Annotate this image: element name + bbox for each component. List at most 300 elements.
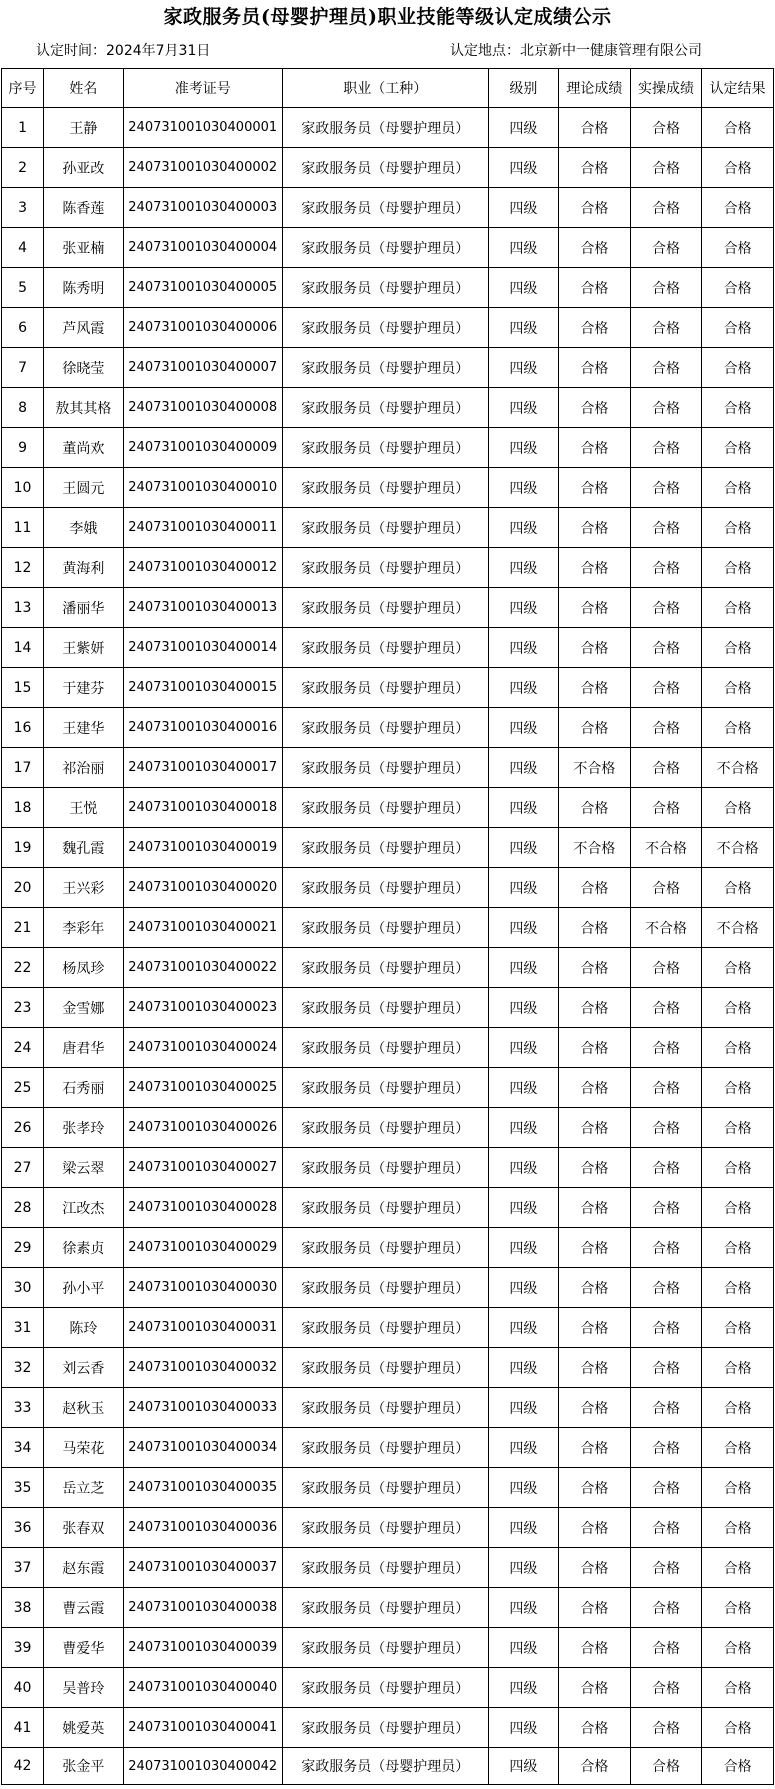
cell-index: 39 bbox=[2, 1628, 44, 1668]
cell-occupation: 家政服务员（母婴护理员） bbox=[282, 268, 488, 308]
cell-theory-score: 合格 bbox=[559, 788, 631, 828]
cell-occupation: 家政服务员（母婴护理员） bbox=[282, 1148, 488, 1188]
cell-occupation: 家政服务员（母婴护理员） bbox=[282, 1748, 488, 1785]
cell-level: 四级 bbox=[488, 908, 558, 948]
cell-practical-score: 合格 bbox=[630, 348, 702, 388]
cell-level: 四级 bbox=[488, 308, 558, 348]
cell-theory-score: 合格 bbox=[559, 1188, 631, 1228]
cell-ticket-number: 240731001030400018 bbox=[123, 788, 282, 828]
cell-index: 4 bbox=[2, 228, 44, 268]
table-row bbox=[2, 1028, 774, 1068]
header-level: 级别 bbox=[488, 69, 558, 108]
header-ticket-number: 准考证号 bbox=[123, 69, 282, 108]
cell-practical-score: 合格 bbox=[630, 1148, 702, 1188]
cell-name: 张孝玲 bbox=[44, 1108, 124, 1148]
cell-practical-score: 合格 bbox=[630, 1228, 702, 1268]
cell-index: 29 bbox=[2, 1228, 44, 1268]
cell-theory-score: 合格 bbox=[559, 948, 631, 988]
cell-result: 合格 bbox=[702, 1548, 774, 1588]
cell-index: 22 bbox=[2, 948, 44, 988]
cell-ticket-number: 240731001030400035 bbox=[123, 1468, 282, 1508]
cell-practical-score: 合格 bbox=[630, 1628, 702, 1668]
cell-practical-score: 合格 bbox=[630, 1668, 702, 1708]
table-row bbox=[2, 988, 774, 1028]
cell-index: 3 bbox=[2, 188, 44, 228]
cell-result: 合格 bbox=[702, 1348, 774, 1388]
cell-ticket-number: 240731001030400007 bbox=[123, 348, 282, 388]
cell-level: 四级 bbox=[488, 1268, 558, 1308]
cell-name: 唐君华 bbox=[44, 1028, 124, 1068]
cell-result: 合格 bbox=[702, 1068, 774, 1108]
cell-index: 23 bbox=[2, 988, 44, 1028]
cell-name: 王建华 bbox=[44, 708, 124, 748]
cell-theory-score: 合格 bbox=[559, 708, 631, 748]
cell-result: 合格 bbox=[702, 1188, 774, 1228]
cell-theory-score: 合格 bbox=[559, 1588, 631, 1628]
cell-ticket-number: 240731001030400003 bbox=[123, 188, 282, 228]
cell-ticket-number: 240731001030400039 bbox=[123, 1628, 282, 1668]
cell-ticket-number: 240731001030400006 bbox=[123, 308, 282, 348]
table-row bbox=[2, 1148, 774, 1188]
cell-theory-score: 合格 bbox=[559, 148, 631, 188]
cell-index: 7 bbox=[2, 348, 44, 388]
cell-ticket-number: 240731001030400027 bbox=[123, 1148, 282, 1188]
cell-name: 赵秋玉 bbox=[44, 1388, 124, 1428]
cell-level: 四级 bbox=[488, 148, 558, 188]
cell-occupation: 家政服务员（母婴护理员） bbox=[282, 1588, 488, 1628]
cell-theory-score: 合格 bbox=[559, 1228, 631, 1268]
cell-level: 四级 bbox=[488, 1628, 558, 1668]
cell-theory-score: 合格 bbox=[559, 1708, 631, 1748]
table-row bbox=[2, 348, 774, 388]
cell-occupation: 家政服务员（母婴护理员） bbox=[282, 388, 488, 428]
page-title: 家政服务员(母婴护理员)职业技能等级认定成绩公示 bbox=[163, 6, 612, 28]
table-row bbox=[2, 548, 774, 588]
cell-name: 张亚楠 bbox=[44, 228, 124, 268]
cell-theory-score: 合格 bbox=[559, 108, 631, 148]
table-row bbox=[2, 1308, 774, 1348]
cell-practical-score: 合格 bbox=[630, 1068, 702, 1108]
cell-level: 四级 bbox=[488, 1108, 558, 1148]
cell-name: 姚爱英 bbox=[44, 1708, 124, 1748]
cell-practical-score: 合格 bbox=[630, 188, 702, 228]
cell-result: 合格 bbox=[702, 1148, 774, 1188]
header-theory-score: 理论成绩 bbox=[559, 69, 631, 108]
cell-theory-score: 合格 bbox=[559, 508, 631, 548]
cell-occupation: 家政服务员（母婴护理员） bbox=[282, 588, 488, 628]
cell-ticket-number: 240731001030400030 bbox=[123, 1268, 282, 1308]
cell-practical-score: 合格 bbox=[630, 388, 702, 428]
cell-practical-score: 合格 bbox=[630, 1468, 702, 1508]
cell-practical-score: 合格 bbox=[630, 1508, 702, 1548]
cell-name: 张春双 bbox=[44, 1508, 124, 1548]
table-row bbox=[2, 708, 774, 748]
cell-name: 曹爱华 bbox=[44, 1628, 124, 1668]
cell-occupation: 家政服务员（母婴护理员） bbox=[282, 348, 488, 388]
table-row bbox=[2, 1668, 774, 1708]
cell-name: 祁治丽 bbox=[44, 748, 124, 788]
cell-level: 四级 bbox=[488, 948, 558, 988]
header-result: 认定结果 bbox=[702, 69, 774, 108]
cell-occupation: 家政服务员（母婴护理员） bbox=[282, 1508, 488, 1548]
table-row bbox=[2, 1428, 774, 1468]
cell-name: 魏孔霞 bbox=[44, 828, 124, 868]
cell-theory-score: 合格 bbox=[559, 908, 631, 948]
cell-name: 李娥 bbox=[44, 508, 124, 548]
cell-practical-score: 合格 bbox=[630, 108, 702, 148]
cell-name: 吴普玲 bbox=[44, 1668, 124, 1708]
cell-index: 40 bbox=[2, 1668, 44, 1708]
cell-occupation: 家政服务员（母婴护理员） bbox=[282, 1348, 488, 1388]
cell-level: 四级 bbox=[488, 1348, 558, 1388]
cell-name: 金雪娜 bbox=[44, 988, 124, 1028]
cell-theory-score: 合格 bbox=[559, 428, 631, 468]
cell-ticket-number: 240731001030400026 bbox=[123, 1108, 282, 1148]
cell-level: 四级 bbox=[488, 348, 558, 388]
table-row bbox=[2, 1068, 774, 1108]
cell-practical-score: 合格 bbox=[630, 1308, 702, 1348]
table-row bbox=[2, 268, 774, 308]
cell-occupation: 家政服务员（母婴护理员） bbox=[282, 508, 488, 548]
cell-name: 王兴彩 bbox=[44, 868, 124, 908]
cell-name: 徐晓莹 bbox=[44, 348, 124, 388]
cell-index: 11 bbox=[2, 508, 44, 548]
cell-practical-score: 合格 bbox=[630, 508, 702, 548]
cell-index: 28 bbox=[2, 1188, 44, 1228]
cell-level: 四级 bbox=[488, 1228, 558, 1268]
cell-index: 35 bbox=[2, 1468, 44, 1508]
cell-level: 四级 bbox=[488, 988, 558, 1028]
cell-theory-score: 合格 bbox=[559, 1148, 631, 1188]
table-row bbox=[2, 1588, 774, 1628]
header-index: 序号 bbox=[2, 69, 44, 108]
cell-practical-score: 合格 bbox=[630, 748, 702, 788]
cell-name: 马荣花 bbox=[44, 1428, 124, 1468]
cell-result: 合格 bbox=[702, 508, 774, 548]
cell-theory-score: 合格 bbox=[559, 1028, 631, 1068]
cell-index: 6 bbox=[2, 308, 44, 348]
cell-result: 合格 bbox=[702, 1668, 774, 1708]
cell-index: 8 bbox=[2, 388, 44, 428]
cell-index: 12 bbox=[2, 548, 44, 588]
cell-name: 张金平 bbox=[44, 1748, 124, 1785]
cell-name: 董尚欢 bbox=[44, 428, 124, 468]
cell-practical-score: 合格 bbox=[630, 628, 702, 668]
cell-level: 四级 bbox=[488, 188, 558, 228]
cell-ticket-number: 240731001030400037 bbox=[123, 1548, 282, 1588]
table-row bbox=[2, 1708, 774, 1748]
cell-level: 四级 bbox=[488, 548, 558, 588]
cell-index: 2 bbox=[2, 148, 44, 188]
cell-level: 四级 bbox=[488, 1388, 558, 1428]
cell-ticket-number: 240731001030400023 bbox=[123, 988, 282, 1028]
table-row bbox=[2, 668, 774, 708]
cell-name: 徐素贞 bbox=[44, 1228, 124, 1268]
cell-theory-score: 合格 bbox=[559, 868, 631, 908]
table-row bbox=[2, 1268, 774, 1308]
table-row bbox=[2, 1468, 774, 1508]
cell-theory-score: 合格 bbox=[559, 548, 631, 588]
cell-theory-score: 合格 bbox=[559, 268, 631, 308]
table-row bbox=[2, 788, 774, 828]
table-row bbox=[2, 508, 774, 548]
cell-occupation: 家政服务员（母婴护理员） bbox=[282, 1628, 488, 1668]
cell-result: 合格 bbox=[702, 1468, 774, 1508]
cell-level: 四级 bbox=[488, 1308, 558, 1348]
cell-result: 合格 bbox=[702, 1108, 774, 1148]
cell-index: 41 bbox=[2, 1708, 44, 1748]
table-row bbox=[2, 1188, 774, 1228]
cell-result: 合格 bbox=[702, 428, 774, 468]
cell-result: 合格 bbox=[702, 348, 774, 388]
cell-theory-score: 合格 bbox=[559, 1548, 631, 1588]
cell-occupation: 家政服务员（母婴护理员） bbox=[282, 188, 488, 228]
cell-level: 四级 bbox=[488, 1028, 558, 1068]
cell-index: 42 bbox=[2, 1748, 44, 1785]
cell-result: 合格 bbox=[702, 188, 774, 228]
cell-practical-score: 合格 bbox=[630, 788, 702, 828]
cell-occupation: 家政服务员（母婴护理员） bbox=[282, 468, 488, 508]
cell-theory-score: 合格 bbox=[559, 988, 631, 1028]
cell-result: 合格 bbox=[702, 308, 774, 348]
cell-level: 四级 bbox=[488, 428, 558, 468]
cell-practical-score: 合格 bbox=[630, 1028, 702, 1068]
cell-index: 18 bbox=[2, 788, 44, 828]
cell-index: 27 bbox=[2, 1148, 44, 1188]
cell-ticket-number: 240731001030400016 bbox=[123, 708, 282, 748]
table-row bbox=[2, 1228, 774, 1268]
cell-index: 1 bbox=[2, 108, 44, 148]
cell-index: 30 bbox=[2, 1268, 44, 1308]
cell-name: 陈香莲 bbox=[44, 188, 124, 228]
cell-theory-score: 合格 bbox=[559, 228, 631, 268]
cell-index: 14 bbox=[2, 628, 44, 668]
cell-occupation: 家政服务员（母婴护理员） bbox=[282, 548, 488, 588]
cell-result: 不合格 bbox=[702, 908, 774, 948]
results-table bbox=[1, 68, 774, 1785]
table-row bbox=[2, 108, 774, 148]
cell-theory-score: 合格 bbox=[559, 1068, 631, 1108]
cell-occupation: 家政服务员（母婴护理员） bbox=[282, 428, 488, 468]
cell-index: 34 bbox=[2, 1428, 44, 1468]
cell-name: 赵东霞 bbox=[44, 1548, 124, 1588]
cell-occupation: 家政服务员（母婴护理员） bbox=[282, 308, 488, 348]
cell-index: 13 bbox=[2, 588, 44, 628]
cell-ticket-number: 240731001030400031 bbox=[123, 1308, 282, 1348]
cell-index: 9 bbox=[2, 428, 44, 468]
cell-ticket-number: 240731001030400020 bbox=[123, 868, 282, 908]
cell-level: 四级 bbox=[488, 1188, 558, 1228]
cell-result: 合格 bbox=[702, 108, 774, 148]
cell-practical-score: 合格 bbox=[630, 1268, 702, 1308]
cell-result: 合格 bbox=[702, 708, 774, 748]
cell-level: 四级 bbox=[488, 868, 558, 908]
table-row bbox=[2, 308, 774, 348]
cell-occupation: 家政服务员（母婴护理员） bbox=[282, 1108, 488, 1148]
cell-practical-score: 合格 bbox=[630, 428, 702, 468]
cell-practical-score: 合格 bbox=[630, 468, 702, 508]
cell-theory-score: 不合格 bbox=[559, 748, 631, 788]
table-row bbox=[2, 1548, 774, 1588]
cell-practical-score: 合格 bbox=[630, 1588, 702, 1628]
cell-occupation: 家政服务员（母婴护理员） bbox=[282, 1068, 488, 1108]
cell-ticket-number: 240731001030400010 bbox=[123, 468, 282, 508]
cell-ticket-number: 240731001030400015 bbox=[123, 668, 282, 708]
cell-theory-score: 合格 bbox=[559, 348, 631, 388]
cell-practical-score: 合格 bbox=[630, 308, 702, 348]
cell-occupation: 家政服务员（母婴护理员） bbox=[282, 1268, 488, 1308]
cell-result: 合格 bbox=[702, 548, 774, 588]
cell-level: 四级 bbox=[488, 828, 558, 868]
cell-theory-score: 合格 bbox=[559, 668, 631, 708]
cell-practical-score: 合格 bbox=[630, 1188, 702, 1228]
cell-practical-score: 不合格 bbox=[630, 828, 702, 868]
cell-result: 合格 bbox=[702, 1228, 774, 1268]
cell-index: 32 bbox=[2, 1348, 44, 1388]
cell-result: 合格 bbox=[702, 1308, 774, 1348]
cell-result: 合格 bbox=[702, 1028, 774, 1068]
cell-ticket-number: 240731001030400029 bbox=[123, 1228, 282, 1268]
cell-practical-score: 合格 bbox=[630, 228, 702, 268]
cell-name: 岳立芝 bbox=[44, 1468, 124, 1508]
cell-result: 合格 bbox=[702, 1508, 774, 1548]
table-row bbox=[2, 1108, 774, 1148]
cell-ticket-number: 240731001030400021 bbox=[123, 908, 282, 948]
cell-result: 合格 bbox=[702, 868, 774, 908]
cell-theory-score: 合格 bbox=[559, 468, 631, 508]
cell-theory-score: 合格 bbox=[559, 588, 631, 628]
cell-ticket-number: 240731001030400004 bbox=[123, 228, 282, 268]
cell-index: 33 bbox=[2, 1388, 44, 1428]
assessment-date: 认定时间：2024年7月31日 bbox=[36, 43, 211, 59]
cell-level: 四级 bbox=[488, 668, 558, 708]
cell-name: 敖其其格 bbox=[44, 388, 124, 428]
cell-practical-score: 合格 bbox=[630, 588, 702, 628]
cell-occupation: 家政服务员（母婴护理员） bbox=[282, 788, 488, 828]
cell-name: 刘云香 bbox=[44, 1348, 124, 1388]
cell-result: 合格 bbox=[702, 1588, 774, 1628]
cell-occupation: 家政服务员（母婴护理员） bbox=[282, 1668, 488, 1708]
cell-theory-score: 合格 bbox=[559, 1388, 631, 1428]
cell-ticket-number: 240731001030400008 bbox=[123, 388, 282, 428]
cell-level: 四级 bbox=[488, 508, 558, 548]
cell-level: 四级 bbox=[488, 388, 558, 428]
cell-index: 15 bbox=[2, 668, 44, 708]
table-row bbox=[2, 388, 774, 428]
cell-result: 合格 bbox=[702, 588, 774, 628]
cell-theory-score: 合格 bbox=[559, 1348, 631, 1388]
cell-occupation: 家政服务员（母婴护理员） bbox=[282, 868, 488, 908]
cell-occupation: 家政服务员（母婴护理员） bbox=[282, 908, 488, 948]
cell-result: 合格 bbox=[702, 468, 774, 508]
table-row bbox=[2, 228, 774, 268]
cell-result: 合格 bbox=[702, 788, 774, 828]
cell-index: 36 bbox=[2, 1508, 44, 1548]
cell-occupation: 家政服务员（母婴护理员） bbox=[282, 628, 488, 668]
cell-name: 梁云翠 bbox=[44, 1148, 124, 1188]
cell-level: 四级 bbox=[488, 708, 558, 748]
cell-name: 曹云霞 bbox=[44, 1588, 124, 1628]
cell-level: 四级 bbox=[488, 1468, 558, 1508]
cell-practical-score: 合格 bbox=[630, 708, 702, 748]
header-practical-score: 实操成绩 bbox=[630, 69, 702, 108]
cell-index: 31 bbox=[2, 1308, 44, 1348]
cell-index: 17 bbox=[2, 748, 44, 788]
cell-index: 21 bbox=[2, 908, 44, 948]
table-row bbox=[2, 1388, 774, 1428]
cell-level: 四级 bbox=[488, 1068, 558, 1108]
cell-theory-score: 合格 bbox=[559, 188, 631, 228]
table-row bbox=[2, 908, 774, 948]
cell-level: 四级 bbox=[488, 1148, 558, 1188]
cell-level: 四级 bbox=[488, 268, 558, 308]
cell-ticket-number: 240731001030400002 bbox=[123, 148, 282, 188]
cell-level: 四级 bbox=[488, 108, 558, 148]
cell-index: 38 bbox=[2, 1588, 44, 1628]
cell-level: 四级 bbox=[488, 748, 558, 788]
cell-name: 石秀丽 bbox=[44, 1068, 124, 1108]
cell-ticket-number: 240731001030400033 bbox=[123, 1388, 282, 1428]
table-row bbox=[2, 948, 774, 988]
cell-occupation: 家政服务员（母婴护理员） bbox=[282, 1028, 488, 1068]
cell-theory-score: 合格 bbox=[559, 1508, 631, 1548]
cell-name: 杨凤珍 bbox=[44, 948, 124, 988]
cell-name: 王静 bbox=[44, 108, 124, 148]
cell-name: 黄海利 bbox=[44, 548, 124, 588]
cell-index: 19 bbox=[2, 828, 44, 868]
cell-theory-score: 合格 bbox=[559, 1428, 631, 1468]
cell-occupation: 家政服务员（母婴护理员） bbox=[282, 108, 488, 148]
cell-ticket-number: 240731001030400034 bbox=[123, 1428, 282, 1468]
cell-ticket-number: 240731001030400036 bbox=[123, 1508, 282, 1548]
cell-result: 合格 bbox=[702, 1748, 774, 1785]
cell-occupation: 家政服务员（母婴护理员） bbox=[282, 1228, 488, 1268]
cell-result: 合格 bbox=[702, 668, 774, 708]
cell-ticket-number: 240731001030400024 bbox=[123, 1028, 282, 1068]
cell-name: 于建芬 bbox=[44, 668, 124, 708]
table-row bbox=[2, 148, 774, 188]
cell-ticket-number: 240731001030400012 bbox=[123, 548, 282, 588]
cell-result: 合格 bbox=[702, 948, 774, 988]
cell-result: 合格 bbox=[702, 1268, 774, 1308]
cell-practical-score: 合格 bbox=[630, 148, 702, 188]
cell-result: 合格 bbox=[702, 1428, 774, 1468]
cell-theory-score: 合格 bbox=[559, 628, 631, 668]
cell-name: 李彩年 bbox=[44, 908, 124, 948]
cell-ticket-number: 240731001030400014 bbox=[123, 628, 282, 668]
cell-occupation: 家政服务员（母婴护理员） bbox=[282, 1388, 488, 1428]
cell-ticket-number: 240731001030400017 bbox=[123, 748, 282, 788]
cell-occupation: 家政服务员（母婴护理员） bbox=[282, 1468, 488, 1508]
cell-level: 四级 bbox=[488, 1668, 558, 1708]
cell-occupation: 家政服务员（母婴护理员） bbox=[282, 1548, 488, 1588]
cell-name: 陈秀明 bbox=[44, 268, 124, 308]
cell-result: 合格 bbox=[702, 388, 774, 428]
cell-result: 合格 bbox=[702, 1628, 774, 1668]
table-row bbox=[2, 1628, 774, 1668]
cell-practical-score: 合格 bbox=[630, 1748, 702, 1785]
table-row bbox=[2, 1748, 774, 1785]
table-row bbox=[2, 748, 774, 788]
cell-ticket-number: 240731001030400009 bbox=[123, 428, 282, 468]
cell-ticket-number: 240731001030400001 bbox=[123, 108, 282, 148]
cell-practical-score: 合格 bbox=[630, 1548, 702, 1588]
cell-result: 合格 bbox=[702, 268, 774, 308]
assessment-location: 认定地点：北京新中一健康管理有限公司 bbox=[450, 43, 702, 59]
cell-result: 不合格 bbox=[702, 748, 774, 788]
cell-level: 四级 bbox=[488, 468, 558, 508]
cell-result: 合格 bbox=[702, 988, 774, 1028]
